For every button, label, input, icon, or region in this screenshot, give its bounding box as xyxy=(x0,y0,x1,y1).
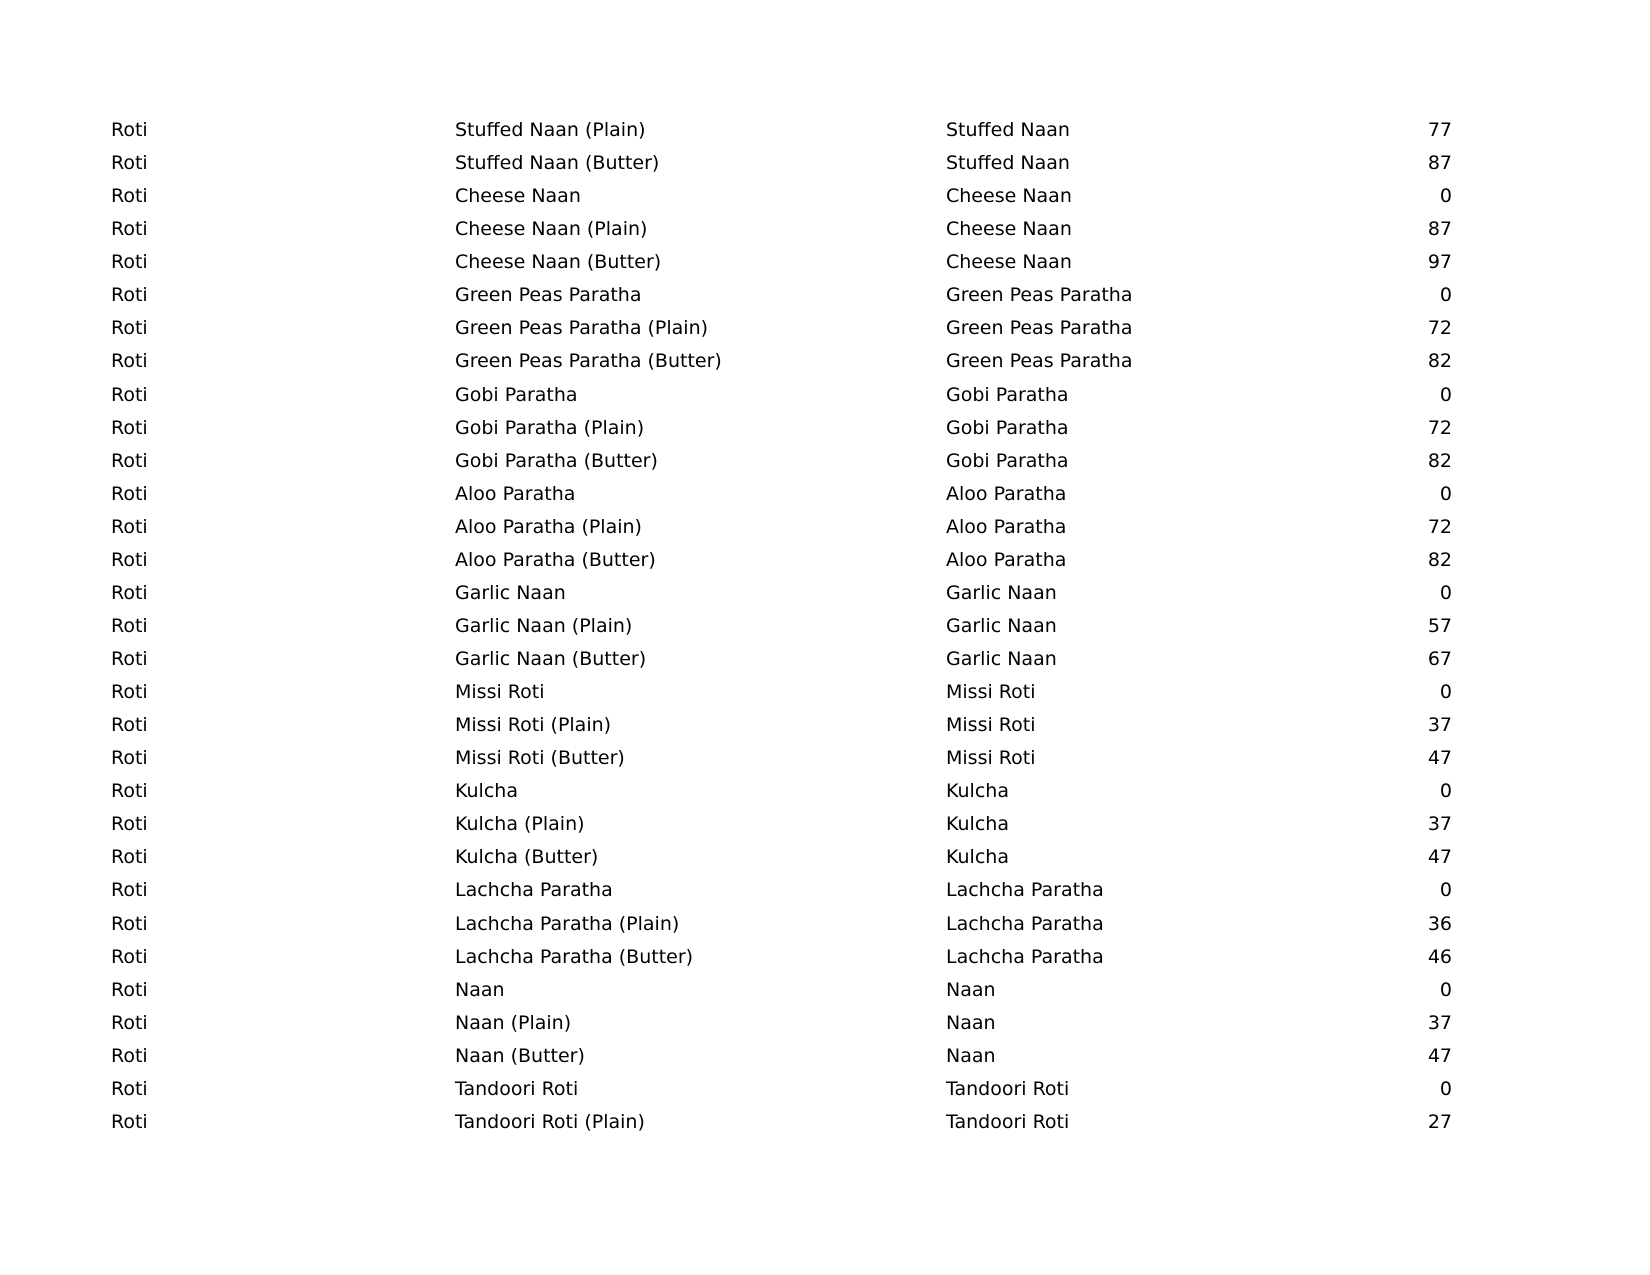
item-group-cell: Lachcha Paratha xyxy=(946,879,1104,902)
price-cell: 67 xyxy=(1427,648,1452,670)
price-cell: 0 xyxy=(1439,681,1452,704)
category-cell: Roti xyxy=(111,681,148,704)
price-cell: 0 xyxy=(1439,978,1452,1001)
item-group-cell: Naan xyxy=(946,978,996,1001)
item-name-cell: Tandoori Roti xyxy=(455,1077,579,1100)
category-cell: Roti xyxy=(111,317,148,340)
category-cell: Roti xyxy=(111,879,148,902)
item-name-cell: Aloo Paratha (Butter) xyxy=(455,548,656,571)
item-group-cell: Cheese Naan xyxy=(946,185,1072,208)
category-cell: Roti xyxy=(111,152,148,175)
item-group-cell: Garlic Naan xyxy=(946,648,1057,670)
price-cell: 72 xyxy=(1427,416,1452,439)
category-cell: Roti xyxy=(111,978,148,1001)
item-group-cell: Lachcha Paratha xyxy=(946,945,1104,968)
category-cell: Roti xyxy=(111,416,148,439)
table-row xyxy=(0,775,1650,808)
item-group-cell: Tandoori Roti xyxy=(946,1110,1070,1133)
price-cell: 82 xyxy=(1427,548,1452,571)
item-name-cell: Cheese Naan (Butter) xyxy=(455,251,662,274)
category-cell: Roti xyxy=(111,1044,148,1067)
table-row xyxy=(0,511,1650,544)
item-group-cell: Gobi Paratha xyxy=(946,383,1069,406)
category-cell: Roti xyxy=(111,548,148,571)
category-cell: Roti xyxy=(111,648,148,670)
item-name-cell: Gobi Paratha (Plain) xyxy=(455,416,645,439)
item-name-cell: Missi Roti (Butter) xyxy=(455,747,625,770)
item-name-cell: Gobi Paratha (Butter) xyxy=(455,449,658,472)
item-group-cell: Lachcha Paratha xyxy=(946,912,1104,935)
price-cell: 72 xyxy=(1427,317,1452,340)
price-cell: 36 xyxy=(1427,912,1452,935)
table-row xyxy=(0,246,1650,279)
category-cell: Roti xyxy=(111,251,148,274)
item-group-cell: Garlic Naan xyxy=(946,614,1057,637)
category-cell: Roti xyxy=(111,714,148,737)
item-group-cell: Stuffed Naan xyxy=(946,152,1070,175)
table-row xyxy=(0,1073,1650,1106)
item-name-cell: Green Peas Paratha xyxy=(455,284,642,307)
item-group-cell: Green Peas Paratha xyxy=(946,317,1133,340)
item-name-cell: Green Peas Paratha (Plain) xyxy=(455,317,709,340)
price-cell: 82 xyxy=(1427,350,1452,373)
item-name-cell: Garlic Naan xyxy=(455,581,566,604)
price-cell: 0 xyxy=(1439,1077,1452,1100)
category-cell: Roti xyxy=(111,945,148,968)
item-name-cell: Stuffed Naan (Plain) xyxy=(455,119,646,141)
table-row xyxy=(0,941,1650,974)
table-row xyxy=(0,312,1650,345)
table-row xyxy=(0,279,1650,312)
table-row xyxy=(0,180,1650,213)
price-cell: 77 xyxy=(1427,119,1452,141)
item-name-cell: Aloo Paratha xyxy=(455,482,576,505)
category-cell: Roti xyxy=(111,846,148,869)
item-name-cell: Naan xyxy=(455,978,505,1001)
price-cell: 0 xyxy=(1439,879,1452,902)
item-group-cell: Kulcha xyxy=(946,780,1009,803)
table-row xyxy=(0,544,1650,577)
item-group-cell: Gobi Paratha xyxy=(946,449,1069,472)
item-group-cell: Gobi Paratha xyxy=(946,416,1069,439)
item-name-cell: Kulcha (Plain) xyxy=(455,813,585,836)
table-row xyxy=(0,808,1650,841)
price-cell: 57 xyxy=(1427,614,1452,637)
price-cell: 47 xyxy=(1427,846,1452,869)
item-name-cell: Garlic Naan (Plain) xyxy=(455,614,633,637)
category-cell: Roti xyxy=(111,912,148,935)
category-cell: Roti xyxy=(111,780,148,803)
price-cell: 47 xyxy=(1427,1044,1452,1067)
menu-table xyxy=(0,114,1650,1139)
table-row xyxy=(0,478,1650,511)
item-name-cell: Stuffed Naan (Butter) xyxy=(455,152,660,175)
price-cell: 82 xyxy=(1427,449,1452,472)
table-row xyxy=(0,643,1650,676)
table-row xyxy=(0,577,1650,610)
item-group-cell: Missi Roti xyxy=(946,681,1036,704)
table-row xyxy=(0,379,1650,412)
table-row xyxy=(0,709,1650,742)
price-cell: 0 xyxy=(1439,284,1452,307)
category-cell: Roti xyxy=(111,747,148,770)
item-name-cell: Lachcha Paratha xyxy=(455,879,613,902)
price-cell: 37 xyxy=(1427,714,1452,737)
price-cell: 27 xyxy=(1427,1110,1452,1133)
item-name-cell: Kulcha xyxy=(455,780,518,803)
table-row xyxy=(0,676,1650,709)
table-row xyxy=(0,610,1650,643)
category-cell: Roti xyxy=(111,284,148,307)
table-row xyxy=(0,974,1650,1007)
table-row xyxy=(0,345,1650,378)
category-cell: Roti xyxy=(111,1110,148,1133)
table-row xyxy=(0,874,1650,907)
item-name-cell: Aloo Paratha (Plain) xyxy=(455,515,642,538)
table-row xyxy=(0,412,1650,445)
category-cell: Roti xyxy=(111,614,148,637)
category-cell: Roti xyxy=(111,1011,148,1034)
category-cell: Roti xyxy=(111,449,148,472)
table-row xyxy=(0,1040,1650,1073)
category-cell: Roti xyxy=(111,515,148,538)
item-group-cell: Naan xyxy=(946,1011,996,1034)
item-group-cell: Missi Roti xyxy=(946,714,1036,737)
price-cell: 47 xyxy=(1427,747,1452,770)
price-cell: 87 xyxy=(1427,218,1452,241)
item-name-cell: Missi Roti xyxy=(455,681,545,704)
table-row xyxy=(0,147,1650,180)
price-cell: 87 xyxy=(1427,152,1452,175)
price-cell: 37 xyxy=(1427,1011,1452,1034)
category-cell: Roti xyxy=(111,813,148,836)
item-name-cell: Lachcha Paratha (Plain) xyxy=(455,912,680,935)
item-name-cell: Cheese Naan xyxy=(455,185,581,208)
item-group-cell: Garlic Naan xyxy=(946,581,1057,604)
item-group-cell: Missi Roti xyxy=(946,747,1036,770)
category-cell: Roti xyxy=(111,581,148,604)
item-name-cell: Green Peas Paratha (Butter) xyxy=(455,350,722,373)
category-cell: Roti xyxy=(111,185,148,208)
item-group-cell: Stuffed Naan xyxy=(946,119,1070,141)
table-row xyxy=(0,742,1650,775)
item-name-cell: Naan (Butter) xyxy=(455,1044,585,1067)
category-cell: Roti xyxy=(111,482,148,505)
category-cell: Roti xyxy=(111,119,148,141)
price-cell: 0 xyxy=(1439,383,1452,406)
price-cell: 72 xyxy=(1427,515,1452,538)
item-group-cell: Green Peas Paratha xyxy=(946,350,1133,373)
category-cell: Roti xyxy=(111,350,148,373)
table-row xyxy=(0,908,1650,941)
category-cell: Roti xyxy=(111,383,148,406)
price-cell: 0 xyxy=(1439,185,1452,208)
item-name-cell: Gobi Paratha xyxy=(455,383,578,406)
table-row xyxy=(0,445,1650,478)
item-group-cell: Cheese Naan xyxy=(946,251,1072,274)
item-name-cell: Kulcha (Butter) xyxy=(455,846,599,869)
item-name-cell: Garlic Naan (Butter) xyxy=(455,648,647,670)
price-cell: 0 xyxy=(1439,780,1452,803)
item-group-cell: Aloo Paratha xyxy=(946,548,1067,571)
item-group-cell: Cheese Naan xyxy=(946,218,1072,241)
item-name-cell: Cheese Naan (Plain) xyxy=(455,218,648,241)
category-cell: Roti xyxy=(111,218,148,241)
price-cell: 46 xyxy=(1427,945,1452,968)
item-name-cell: Naan (Plain) xyxy=(455,1011,572,1034)
item-group-cell: Aloo Paratha xyxy=(946,515,1067,538)
table-row xyxy=(0,841,1650,874)
item-group-cell: Naan xyxy=(946,1044,996,1067)
table-row xyxy=(0,1007,1650,1040)
item-group-cell: Kulcha xyxy=(946,813,1009,836)
item-group-cell: Green Peas Paratha xyxy=(946,284,1133,307)
table-row xyxy=(0,213,1650,246)
item-name-cell: Tandoori Roti (Plain) xyxy=(455,1110,645,1133)
price-cell: 0 xyxy=(1439,581,1452,604)
item-name-cell: Missi Roti (Plain) xyxy=(455,714,612,737)
item-group-cell: Aloo Paratha xyxy=(946,482,1067,505)
price-cell: 0 xyxy=(1439,482,1452,505)
table-row xyxy=(0,1106,1650,1139)
price-cell: 97 xyxy=(1427,251,1452,274)
table-row xyxy=(0,114,1650,147)
category-cell: Roti xyxy=(111,1077,148,1100)
item-group-cell: Tandoori Roti xyxy=(946,1077,1070,1100)
item-name-cell: Lachcha Paratha (Butter) xyxy=(455,945,694,968)
item-group-cell: Kulcha xyxy=(946,846,1009,869)
price-cell: 37 xyxy=(1427,813,1452,836)
